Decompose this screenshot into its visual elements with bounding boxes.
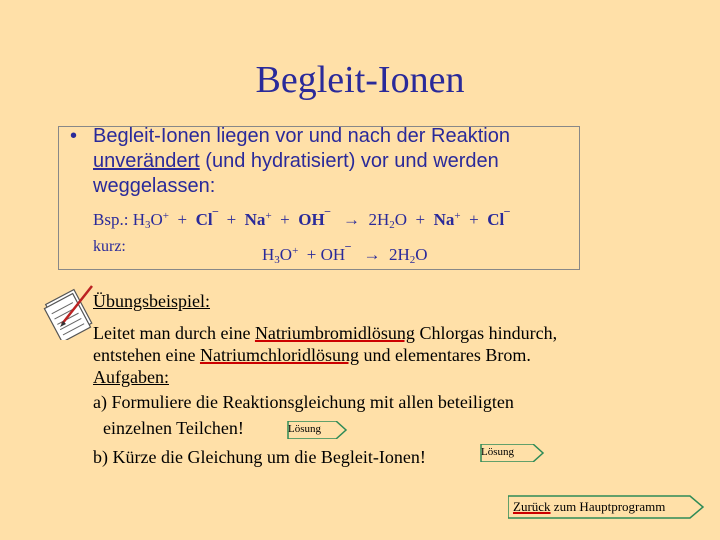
bsp-label: Bsp.:: [93, 210, 129, 229]
notepad-icon: [42, 280, 98, 340]
bullet-text-line2: (und hydratisiert) vor und werden: [199, 150, 499, 172]
arrow-icon: →: [342, 210, 360, 229]
bullet-symbol: •: [70, 125, 78, 147]
bullet-text-line1: Begleit-Ionen liegen vor und nach der Reaktion: [93, 125, 510, 147]
exercise-heading: Übungsbeispiel:: [93, 291, 210, 311]
task-a-line1: a) Formuliere die Reaktionsgleichung mit allen beteiligten: [93, 392, 514, 412]
back-to-main-button[interactable]: [508, 495, 704, 519]
back-link-word: Zurück: [513, 499, 551, 514]
task-a-line2: einzelnen Teilchen!: [103, 418, 244, 438]
bullet-underlined-word: unverändert: [93, 150, 200, 172]
link-natriumchloridloesung[interactable]: Natriumchloridlösung: [199, 345, 359, 365]
bullet-text: [93, 124, 588, 199]
solution-button-a[interactable]: [284, 421, 350, 439]
aufgaben-label: Aufgaben:: [93, 367, 169, 387]
slide-title: Begleit-Ionen: [255, 59, 465, 101]
back-link-rest: zum Hauptprogramm: [550, 499, 666, 514]
link-natriumbromidloesung[interactable]: Natriumbromidlösung: [254, 323, 415, 343]
arrow-icon: →: [363, 245, 381, 264]
bullet-text-line3: weggelassen:: [93, 175, 216, 197]
exercise-line1-a: Leitet man durch eine: [93, 323, 255, 343]
solution-button-b[interactable]: [477, 444, 547, 462]
task-b-text: b) Kürze die Gleichung um die Begleit-Ionen!: [93, 447, 426, 467]
short-equation: $H_3O^+ + OH^¯$ → $2H_2O$: [262, 245, 428, 266]
exercise-line1-b: Chlorgas hindurch,: [414, 323, 558, 343]
exercise-line2-b: und elementares Brom.: [358, 345, 531, 365]
full-equation: Bsp.: $H_3O^+ + Cl^¯ + Na^+ + OH^¯$ → $2H_2O + Na^+ + Cl^¯$: [93, 210, 510, 231]
solution-button-b-label: Lösung: [481, 446, 514, 458]
kurz-label: kurz:: [93, 238, 126, 255]
exercise-line2-a: entstehen eine: [93, 345, 200, 365]
solution-button-a-label: Lösung: [288, 423, 321, 435]
